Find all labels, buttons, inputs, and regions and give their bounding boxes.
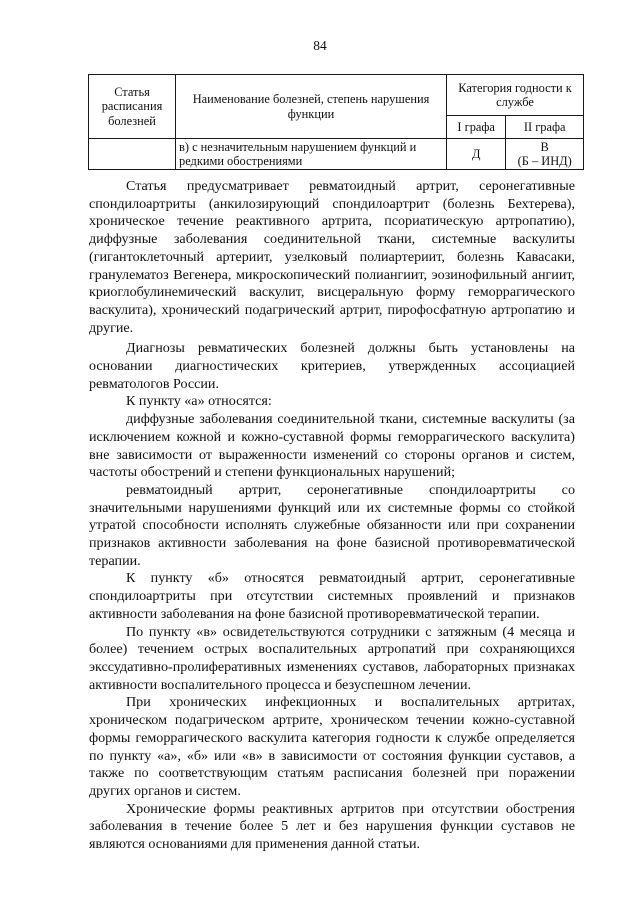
table-header-row (89, 75, 584, 116)
header-fitness-category: Категория годности к службе (447, 75, 584, 116)
header-article: Статья расписания болезней (89, 75, 176, 139)
page-number: 84 (313, 38, 327, 53)
header-graph-2: II графа (506, 116, 584, 139)
row-graph-2 (506, 139, 584, 170)
paragraph: К пункту «а» относятся: (126, 393, 272, 410)
paragraph: Статья предусматривает ревматоидный артрит, серонегативные спондилоартриты (анкилозирующий спондилоартрит (болезнь Бехтерева), хроническое течение реактивного артрита, псориатическую артропатию), диффузные заболевания соединительной ткани, системные васкулиты (гигантоклеточный артериит, узелковый полиартериит, болезнь Кавасаки, гранулематоз Вегенера, микроскопический полиангиит, эозинофильный ангиит, криоглобулинемический васкулит, висцеральную форму геморрагического васкулита), хронический подагрический артрит, пирофосфатную артропатию и другие. (89, 178, 575, 336)
paragraph: По пункту «в» освидетельствуются сотрудники с затяжным (4 месяца и более) течением острых воспалительных артропатий при сохраняющихся экссудативно-пролиферативных изменениях суставов, лабораторных признаках активности воспалительного процесса и безуспешном лечении. (89, 623, 575, 693)
row-article (89, 139, 176, 170)
row-graph-2-line-1: В (540, 139, 549, 154)
header-disease-name: Наименование болезней, степень нарушения функции (176, 75, 447, 139)
header-graph-1: I графа (447, 116, 506, 139)
fitness-category-table (88, 74, 584, 170)
paragraph: Диагнозы ревматических болезней должны быть установлены на основании диагностических критериев, утвержденных ассоциацией ревматологов России. (89, 340, 575, 392)
paragraph: диффузные заболевания соединительной ткани, системные васкулиты (за исключением кожной и кожно-суставной формы геморрагического васкулита) вне зависимости от выраженности изменений со стороны органов и систем, частоты обострений и степени функциональных нарушений; (89, 411, 575, 481)
paragraph: Хронические формы реактивных артритов при отсутствии обострения заболевания в течение более 5 лет и без нарушения функции суставов не являются основаниями для применения данной статьи. (89, 800, 575, 853)
row-graph-1: Д (447, 139, 506, 170)
table-row (89, 139, 584, 170)
paragraph: ревматоидный артрит, серонегативные спондилоартриты со значительными нарушениями функций или их системные формы со стойкой утратой способности исполнять служебные обязанности или при сохранении признаков активности заболевания на фоне базисной противоревматической терапии. (89, 481, 575, 569)
row-description: в) с незначительным нарушением функций и редкими обострениями (176, 139, 447, 170)
row-graph-2-line-2: (Б – ИНД) (517, 154, 572, 168)
paragraph: При хронических инфекционных и воспалительных артритах, хроническом подагрическом артрите, хроническом течении кожно-суставной формы геморрагического васкулита категория годности к службе определяется по пункту «а», «б» или «в» в зависимости от состояния функции суставов, а также по соответствующим статьям расписания болезней при поражении других органов и систем. (89, 694, 575, 799)
article-body (89, 178, 575, 854)
paragraph: К пункту «б» относятся ревматоидный артрит, серонегативные спондилоартриты при отсутствии системных проявлений и признаков активности заболевания на фоне базисной противоревматической терапии. (89, 570, 575, 622)
